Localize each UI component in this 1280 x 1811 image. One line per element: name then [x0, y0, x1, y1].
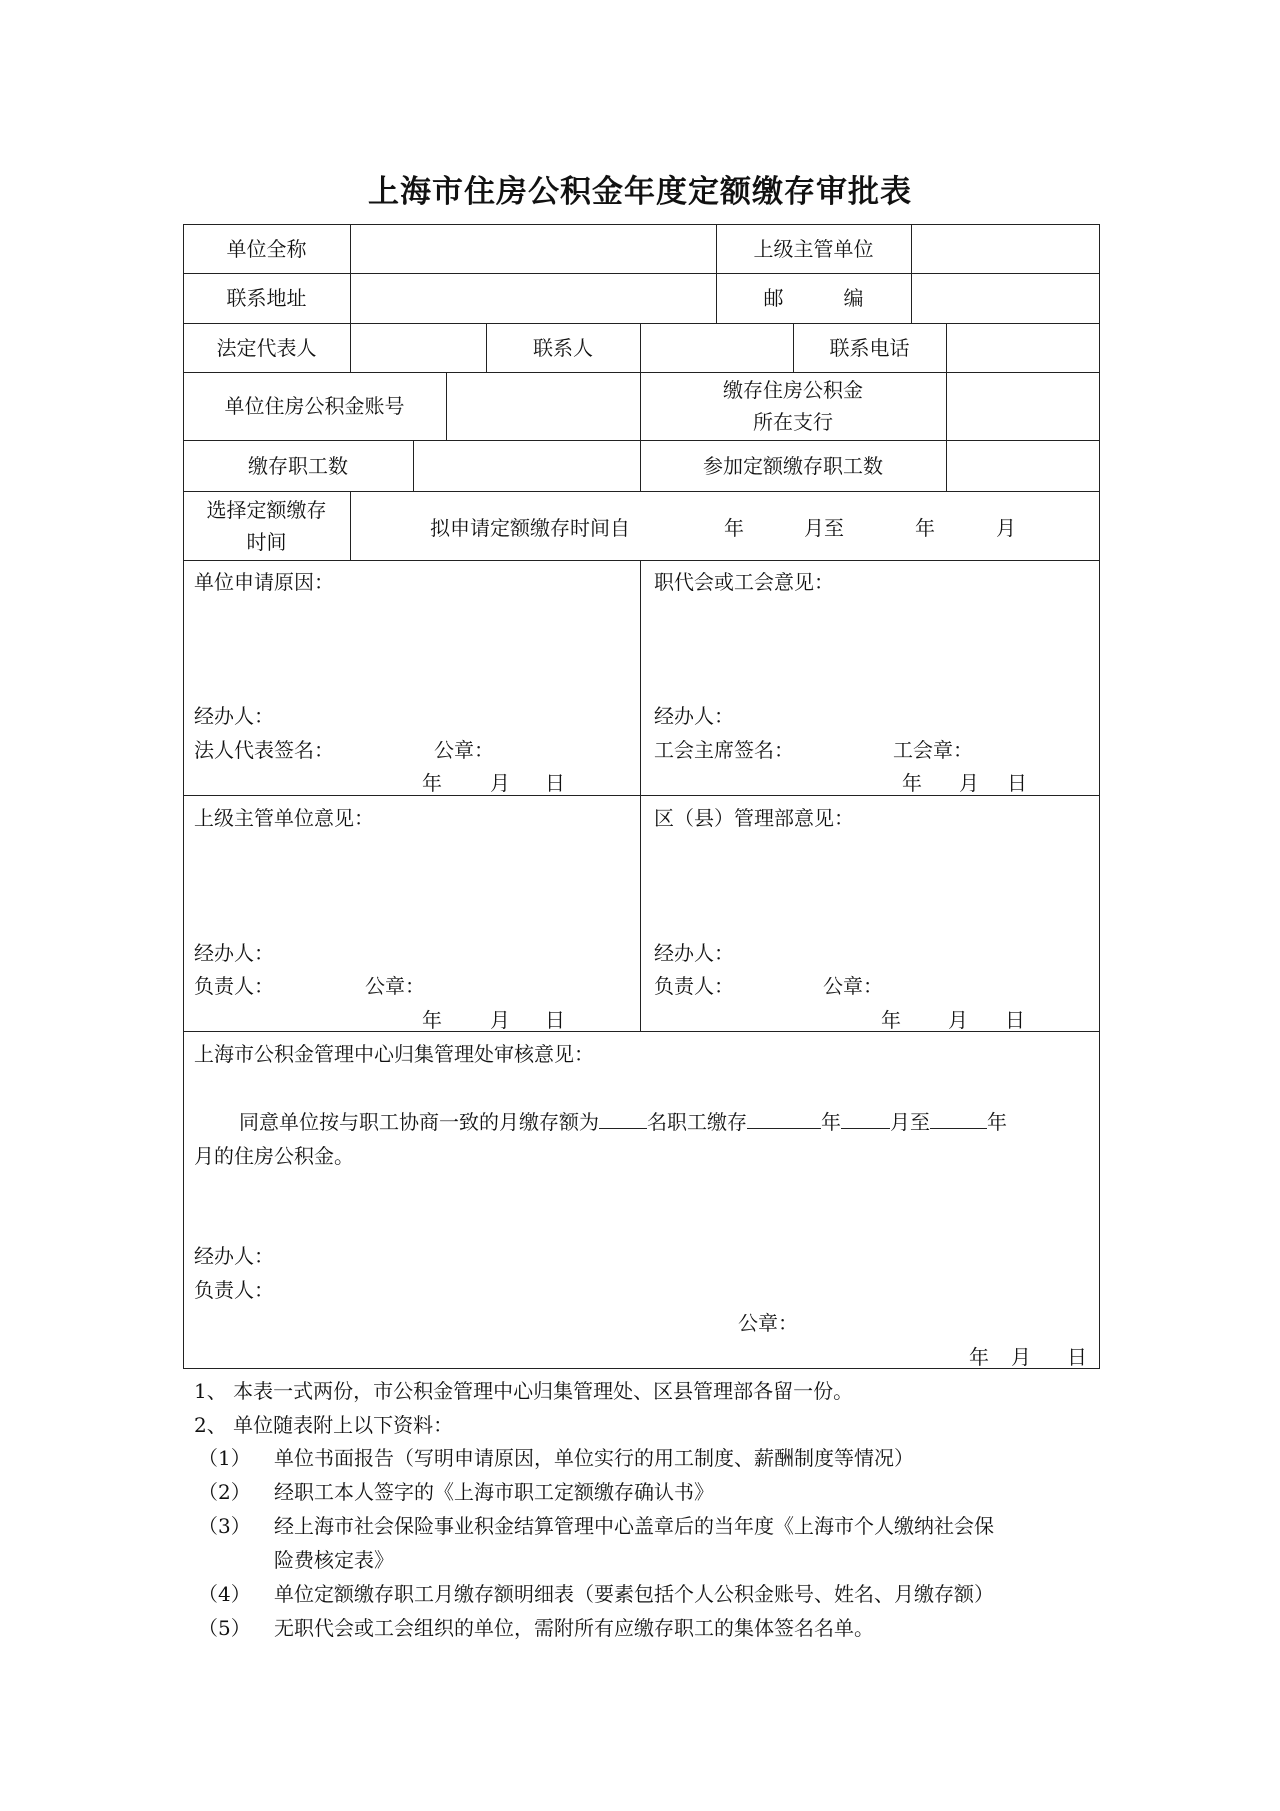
- col-divider: [640, 560, 641, 1031]
- col-divider: [946, 440, 947, 491]
- unit-reason-label: 单位申请原因：: [194, 570, 334, 594]
- legal-sign-label: 法人代表签名：: [194, 738, 334, 762]
- postcode-label: 邮 编: [763, 286, 864, 310]
- end-year-blank: [930, 1106, 987, 1129]
- union-opinion-label: 职代会或工会意见：: [654, 570, 834, 594]
- attachment-4-text: 单位定额缴存职工月缴存额明细表（要素包括个人公积金账号、姓名、月缴存额）: [274, 1582, 994, 1606]
- contact-label: 联系人: [533, 335, 593, 360]
- district-responsible-label: 负责人：: [654, 974, 734, 998]
- union-seal-label: 工会章：: [893, 738, 973, 762]
- center-opinion-label: 上海市公积金管理中心归集管理处审核意见：: [194, 1042, 594, 1066]
- agree-text-3: 年: [821, 1110, 841, 1134]
- union-chair-sign-label: 工会主席签名：: [654, 738, 794, 762]
- union-handler-label: 经办人：: [654, 704, 734, 728]
- district-opinion-label: 区（县）管理部意见：: [654, 806, 854, 830]
- unit-seal-label: 公章：: [434, 738, 494, 762]
- note-1: 1、 本表一式两份，市公积金管理中心归集管理处、区县管理部各留一份。: [194, 1379, 854, 1403]
- unit-date-day: 日: [545, 771, 565, 795]
- unit-name-label: 单位全称: [226, 236, 307, 261]
- row-divider: [183, 560, 1100, 561]
- district-seal-label: 公章：: [823, 974, 883, 998]
- superior-responsible-label: 负责人：: [194, 974, 274, 998]
- unit-date-year: 年: [422, 771, 442, 795]
- attachment-2-text: 经职工本人签字的《上海市职工定额缴存确认书》: [274, 1480, 714, 1504]
- attachment-5-num: （5）: [198, 1616, 251, 1640]
- col-divider: [911, 224, 912, 323]
- legal-rep-label: 法定代表人: [216, 335, 317, 360]
- branch-label-line2: 所在支行: [753, 410, 833, 434]
- superior-seal-label: 公章：: [365, 974, 425, 998]
- col-divider: [350, 224, 351, 323]
- start-year-blank: [747, 1106, 821, 1129]
- col-divider: [350, 323, 351, 372]
- apply-time-end-year: 年: [915, 516, 935, 540]
- attachment-4-num: （4）: [198, 1582, 251, 1606]
- select-time-label: [183, 491, 350, 560]
- phone-label: 联系电话: [829, 335, 910, 360]
- center-date-year: 年: [969, 1345, 989, 1369]
- center-agree-sentence-cont: [194, 1140, 354, 1169]
- branch-label-line1: 缴存住房公积金: [723, 378, 863, 402]
- unit-handler-label: 经办人：: [194, 704, 274, 728]
- agree-text-4: 月至: [890, 1110, 930, 1134]
- apply-time-prefix: 拟申请定额缴存时间自: [430, 516, 630, 540]
- start-month-blank: [841, 1106, 890, 1129]
- union-date-year: 年: [902, 771, 922, 795]
- superior-unit-label: 上级主管单位: [753, 236, 874, 261]
- select-time-line2: 时间: [246, 529, 287, 554]
- district-date-month: 月: [948, 1008, 968, 1032]
- superior-opinion-label: 上级主管单位意见：: [194, 806, 374, 830]
- attachment-1-text: 单位书面报告（写明申请原因，单位实行的用工制度、薪酬制度等情况）: [274, 1446, 914, 1470]
- superior-date-year: 年: [422, 1008, 442, 1032]
- col-divider: [640, 323, 641, 372]
- attachment-5-text: 无职代会或工会组织的单位，需附所有应缴存职工的集体签名名单。: [274, 1616, 874, 1640]
- col-divider: [350, 491, 351, 560]
- address-label: 联系地址: [226, 286, 307, 310]
- superior-date-month: 月: [490, 1008, 510, 1032]
- col-divider: [946, 323, 947, 372]
- attachment-2-num: （2）: [198, 1480, 251, 1504]
- unit-date-month: 月: [490, 771, 510, 795]
- apply-time-start-month: 月至: [804, 516, 844, 540]
- agree-text-1: 同意单位按与职工协商一致的月缴存额为: [239, 1110, 599, 1134]
- note-2: 2、 单位随表附上以下资料：: [194, 1413, 454, 1437]
- account-no-label: 单位住房公积金账号: [224, 394, 405, 418]
- attachment-1-num: （1）: [198, 1446, 251, 1470]
- monthly-amount-blank: [599, 1106, 647, 1129]
- col-divider: [946, 372, 947, 440]
- col-divider: [446, 372, 447, 440]
- agree-text-2: 名职工缴存: [647, 1110, 747, 1134]
- attachment-3-num: （3）: [198, 1514, 251, 1538]
- apply-time-end-month: 月: [996, 516, 1016, 540]
- select-time-line1: 选择定额缴存: [206, 497, 327, 522]
- employee-count-label: 缴存职工数: [248, 453, 348, 478]
- center-handler-label: 经办人：: [194, 1244, 274, 1268]
- attachment-3-text: 经上海市社会保险事业积金结算管理中心盖章后的当年度《上海市个人缴纳社会保: [274, 1514, 994, 1538]
- branch-label: [640, 372, 946, 440]
- agree-text-5: 年: [987, 1110, 1007, 1134]
- superior-handler-label: 经办人：: [194, 941, 274, 965]
- union-date-month: 月: [959, 771, 979, 795]
- district-date-day: 日: [1005, 1008, 1025, 1032]
- col-divider: [413, 440, 414, 491]
- district-handler-label: 经办人：: [654, 941, 734, 965]
- superior-date-day: 日: [545, 1008, 565, 1032]
- page-title: 上海市住房公积金年度定额缴存审批表: [368, 174, 912, 210]
- apply-time-start-year: 年: [724, 516, 744, 540]
- center-date-month: 月: [1011, 1345, 1031, 1369]
- center-seal-label: 公章：: [738, 1311, 798, 1335]
- attachment-3-text-cont: 险费核定表》: [274, 1548, 394, 1572]
- center-agree-sentence: [239, 1106, 1007, 1135]
- union-date-day: 日: [1007, 771, 1027, 795]
- district-date-year: 年: [881, 1008, 901, 1032]
- center-date-day: 日: [1067, 1345, 1087, 1369]
- center-responsible-label: 负责人：: [194, 1278, 274, 1302]
- agree-text-6: 月的住房公积金。: [194, 1144, 354, 1168]
- quota-employee-count-label: 参加定额缴存职工数: [703, 453, 883, 478]
